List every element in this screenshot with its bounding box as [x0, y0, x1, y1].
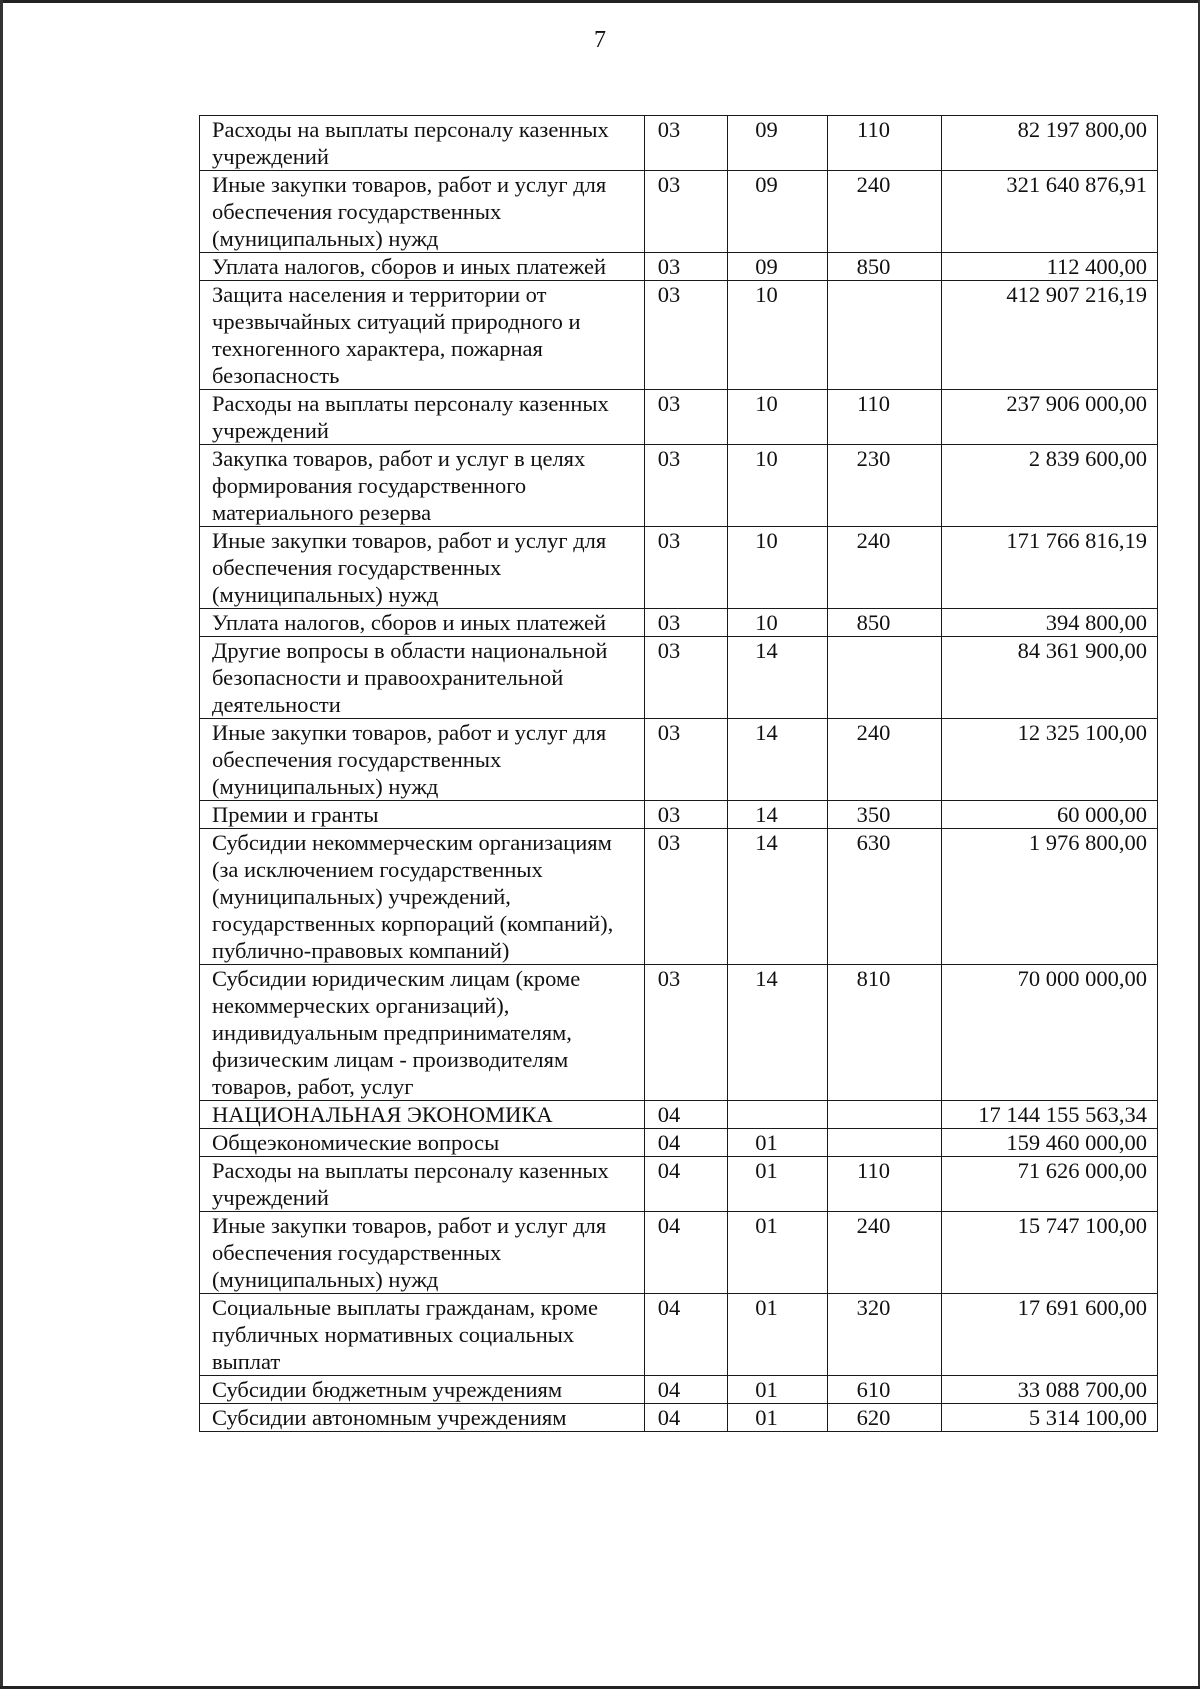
expense-name-cell: Общеэкономические вопросы [200, 1129, 645, 1157]
subsection-code-cell: 01 [728, 1294, 828, 1376]
amount-cell: 2 839 600,00 [942, 445, 1158, 527]
subsection-code-cell [728, 1101, 828, 1129]
table-row [200, 609, 1158, 637]
table-row [200, 829, 1158, 965]
table-row [200, 390, 1158, 445]
subsection-code-cell: 09 [728, 116, 828, 171]
section-code-cell: 04 [645, 1376, 728, 1404]
table-row [200, 965, 1158, 1101]
amount-cell: 237 906 000,00 [942, 390, 1158, 445]
budget-table-body [200, 116, 1158, 1432]
section-code-cell: 03 [645, 253, 728, 281]
expense-name-cell: Иные закупки товаров, работ и услуг для обеспечения государственных (муниципальных) нужд [200, 1212, 645, 1294]
subsection-code-cell: 01 [728, 1376, 828, 1404]
amount-cell: 321 640 876,91 [942, 171, 1158, 253]
amount-cell: 84 361 900,00 [942, 637, 1158, 719]
expense-name-cell: Премии и гранты [200, 801, 645, 829]
subsection-code-cell: 10 [728, 609, 828, 637]
expense-type-code-cell: 110 [828, 390, 942, 445]
expense-name-cell: Субсидии юридическим лицам (кроме некоммерческих организаций), индивидуальным предпринимателям, физическим лицам - производителям товаров, работ, услуг [200, 965, 645, 1101]
expense-name-cell: Социальные выплаты гражданам, кроме публичных нормативных социальных выплат [200, 1294, 645, 1376]
section-code-cell: 04 [645, 1157, 728, 1212]
expense-type-code-cell: 620 [828, 1404, 942, 1432]
subsection-code-cell: 09 [728, 253, 828, 281]
expense-type-code-cell: 110 [828, 1157, 942, 1212]
section-code-cell: 03 [645, 445, 728, 527]
section-code-cell: 03 [645, 116, 728, 171]
expense-type-code-cell: 850 [828, 253, 942, 281]
budget-table [199, 115, 1158, 1432]
table-row [200, 253, 1158, 281]
expense-name-cell: Иные закупки товаров, работ и услуг для обеспечения государственных (муниципальных) нужд [200, 719, 645, 801]
subsection-code-cell: 10 [728, 281, 828, 390]
subsection-code-cell: 10 [728, 445, 828, 527]
table-row [200, 1376, 1158, 1404]
expense-type-code-cell: 320 [828, 1294, 942, 1376]
section-code-cell: 03 [645, 965, 728, 1101]
table-row [200, 116, 1158, 171]
subsection-code-cell: 01 [728, 1212, 828, 1294]
section-code-cell: 03 [645, 171, 728, 253]
section-code-cell: 03 [645, 609, 728, 637]
amount-cell: 33 088 700,00 [942, 1376, 1158, 1404]
expense-name-cell: НАЦИОНАЛЬНАЯ ЭКОНОМИКА [200, 1101, 645, 1129]
subsection-code-cell: 14 [728, 829, 828, 965]
amount-cell: 171 766 816,19 [942, 527, 1158, 609]
subsection-code-cell: 14 [728, 965, 828, 1101]
table-row [200, 1294, 1158, 1376]
expense-type-code-cell [828, 637, 942, 719]
subsection-code-cell: 14 [728, 637, 828, 719]
table-row [200, 1129, 1158, 1157]
expense-type-code-cell: 240 [828, 719, 942, 801]
table-row [200, 527, 1158, 609]
expense-type-code-cell [828, 281, 942, 390]
expense-type-code-cell: 350 [828, 801, 942, 829]
expense-name-cell: Расходы на выплаты персоналу казенных учреждений [200, 1157, 645, 1212]
expense-name-cell: Уплата налогов, сборов и иных платежей [200, 253, 645, 281]
expense-name-cell: Субсидии бюджетным учреждениям [200, 1376, 645, 1404]
table-row [200, 171, 1158, 253]
expense-type-code-cell [828, 1101, 942, 1129]
table-row [200, 445, 1158, 527]
expense-name-cell: Субсидии автономным учреждениям [200, 1404, 645, 1432]
expense-type-code-cell: 240 [828, 527, 942, 609]
section-code-cell: 04 [645, 1129, 728, 1157]
expense-name-cell: Расходы на выплаты персоналу казенных учреждений [200, 116, 645, 171]
amount-cell: 60 000,00 [942, 801, 1158, 829]
table-row [200, 1157, 1158, 1212]
expense-type-code-cell: 610 [828, 1376, 942, 1404]
amount-cell: 71 626 000,00 [942, 1157, 1158, 1212]
expense-name-cell: Другие вопросы в области национальной безопасности и правоохранительной деятельности [200, 637, 645, 719]
expense-name-cell: Закупка товаров, работ и услуг в целях формирования государственного материального резерва [200, 445, 645, 527]
subsection-code-cell: 14 [728, 801, 828, 829]
amount-cell: 70 000 000,00 [942, 965, 1158, 1101]
page-number: 7 [594, 27, 606, 53]
expense-type-code-cell: 810 [828, 965, 942, 1101]
scan-border-left [0, 0, 3, 1689]
expense-name-cell: Субсидии некоммерческим организациям (за исключением государственных (муниципальных) учреждений, государственных корпораций (компаний), публично-правовых компаний) [200, 829, 645, 965]
expense-name-cell: Уплата налогов, сборов и иных платежей [200, 609, 645, 637]
scan-border-top [0, 0, 1200, 3]
amount-cell: 112 400,00 [942, 253, 1158, 281]
amount-cell: 394 800,00 [942, 609, 1158, 637]
section-code-cell: 03 [645, 390, 728, 445]
section-code-cell: 03 [645, 281, 728, 390]
section-code-cell: 03 [645, 527, 728, 609]
amount-cell: 17 144 155 563,34 [942, 1101, 1158, 1129]
expense-type-code-cell: 240 [828, 171, 942, 253]
expense-type-code-cell: 630 [828, 829, 942, 965]
amount-cell: 82 197 800,00 [942, 116, 1158, 171]
section-code-cell: 04 [645, 1101, 728, 1129]
amount-cell: 15 747 100,00 [942, 1212, 1158, 1294]
subsection-code-cell: 14 [728, 719, 828, 801]
table-row [200, 281, 1158, 390]
section-code-cell: 03 [645, 637, 728, 719]
subsection-code-cell: 01 [728, 1404, 828, 1432]
amount-cell: 5 314 100,00 [942, 1404, 1158, 1432]
table-row [200, 1212, 1158, 1294]
section-code-cell: 04 [645, 1212, 728, 1294]
table-row [200, 719, 1158, 801]
section-code-cell: 03 [645, 719, 728, 801]
subsection-code-cell: 10 [728, 527, 828, 609]
table-row [200, 1101, 1158, 1129]
expense-name-cell: Иные закупки товаров, работ и услуг для обеспечения государственных (муниципальных) нужд [200, 527, 645, 609]
expense-name-cell: Расходы на выплаты персоналу казенных учреждений [200, 390, 645, 445]
amount-cell: 412 907 216,19 [942, 281, 1158, 390]
expense-type-code-cell: 240 [828, 1212, 942, 1294]
section-code-cell: 04 [645, 1404, 728, 1432]
expense-type-code-cell: 230 [828, 445, 942, 527]
table-row [200, 1404, 1158, 1432]
amount-cell: 1 976 800,00 [942, 829, 1158, 965]
section-code-cell: 03 [645, 801, 728, 829]
expense-type-code-cell: 850 [828, 609, 942, 637]
table-row [200, 801, 1158, 829]
expense-name-cell: Защита населения и территории от чрезвычайных ситуаций природного и техногенного характера, пожарная безопасность [200, 281, 645, 390]
section-code-cell: 04 [645, 1294, 728, 1376]
amount-cell: 159 460 000,00 [942, 1129, 1158, 1157]
section-code-cell: 03 [645, 829, 728, 965]
expense-type-code-cell: 110 [828, 116, 942, 171]
expense-name-cell: Иные закупки товаров, работ и услуг для обеспечения государственных (муниципальных) нужд [200, 171, 645, 253]
subsection-code-cell: 09 [728, 171, 828, 253]
expense-type-code-cell [828, 1129, 942, 1157]
table-row [200, 637, 1158, 719]
subsection-code-cell: 10 [728, 390, 828, 445]
amount-cell: 17 691 600,00 [942, 1294, 1158, 1376]
subsection-code-cell: 01 [728, 1129, 828, 1157]
subsection-code-cell: 01 [728, 1157, 828, 1212]
amount-cell: 12 325 100,00 [942, 719, 1158, 801]
